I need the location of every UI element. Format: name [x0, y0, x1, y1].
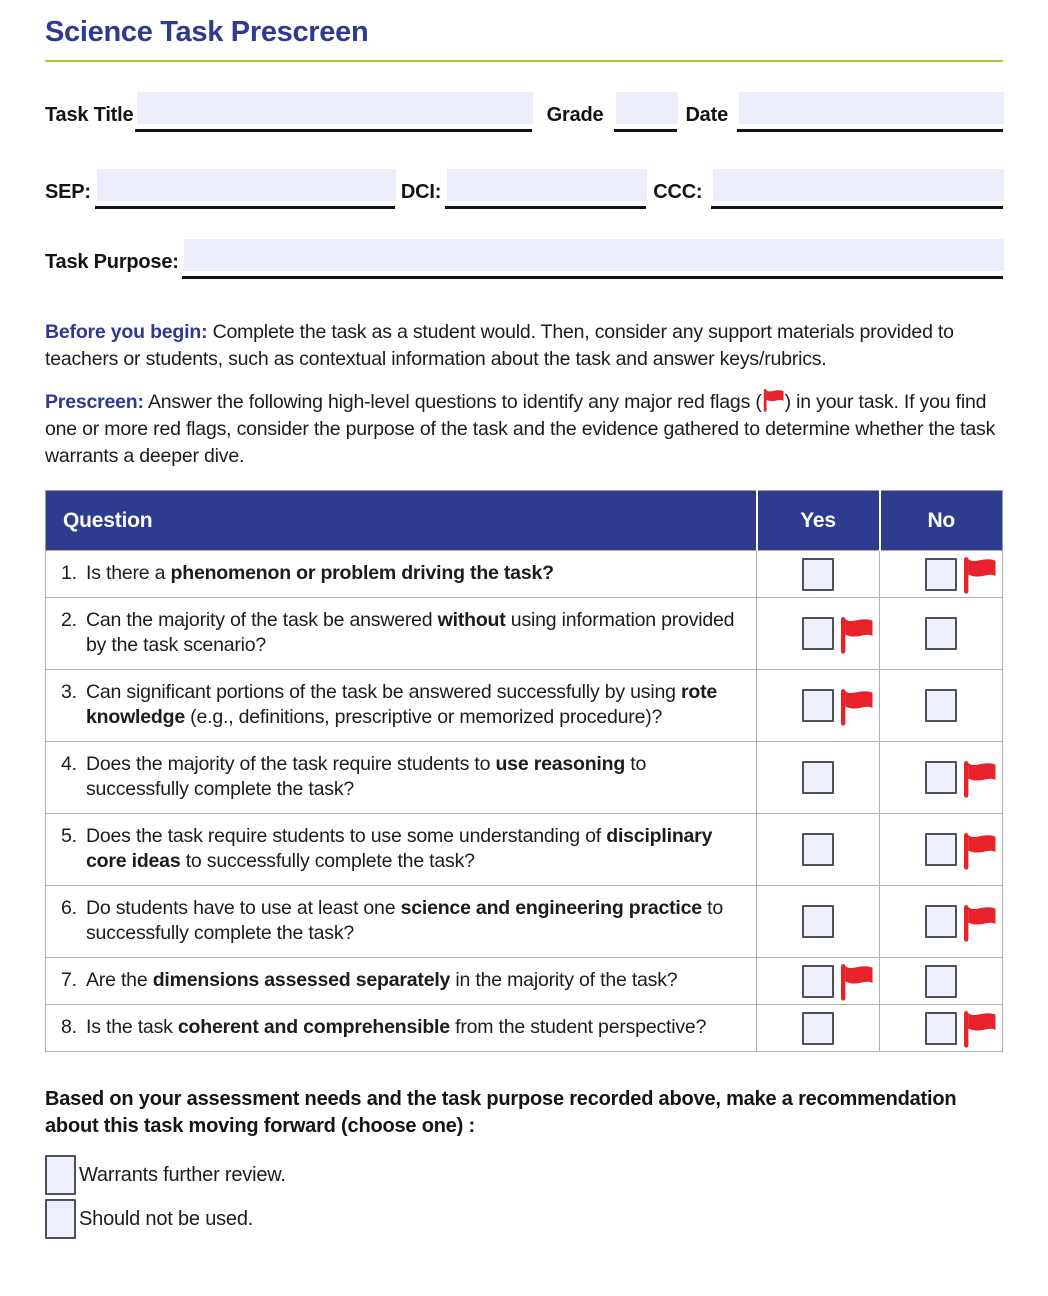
row-3-no-checkbox[interactable] — [925, 689, 957, 722]
no-cell — [880, 598, 1003, 670]
recommendation-prompt: Based on your assessment needs and the task purpose recorded above, make a recommendation about this task moving forward (choose one) : — [45, 1088, 957, 1137]
yes-cell — [757, 814, 880, 886]
row-3-yes-checkbox[interactable] — [802, 689, 834, 722]
grade-label: Grade — [546, 104, 604, 126]
yes-column-header: Yes — [757, 491, 880, 551]
ccc-label: CCC: — [653, 181, 703, 203]
form-row-task-purpose — [45, 239, 1003, 279]
no-cell — [880, 670, 1003, 742]
sep-field[interactable] — [95, 169, 395, 209]
form-row-sep-dci-ccc — [45, 169, 1003, 209]
row-4-no-checkbox[interactable] — [925, 761, 957, 794]
question-cell — [46, 598, 757, 670]
question-cell — [46, 742, 757, 814]
question-column-header: Question — [46, 491, 757, 551]
question-text: Do students have to use at least one science and engineering practice to successfully complete the task? — [86, 897, 724, 944]
row-5-yes-checkbox[interactable] — [802, 833, 834, 866]
page-title: Science Task Prescreen — [45, 16, 369, 48]
title-divider — [45, 60, 1003, 62]
no-column-header: No — [880, 491, 1003, 551]
form-row-title-grade-date — [45, 92, 1003, 132]
table-row — [46, 598, 1003, 670]
should-not-be-used-label: Should not be used. — [79, 1207, 254, 1230]
table-row — [46, 886, 1003, 958]
yes-cell — [757, 958, 880, 1005]
no-cell — [880, 886, 1003, 958]
question-number: 1. — [61, 562, 77, 584]
red-flag-icon — [840, 963, 873, 1003]
question-cell — [46, 814, 757, 886]
no-cell — [880, 551, 1003, 598]
task-purpose-label: Task Purpose: — [45, 251, 179, 273]
row-8-yes-checkbox[interactable] — [802, 1012, 834, 1045]
question-number: 4. — [61, 753, 77, 775]
no-cell — [880, 814, 1003, 886]
dci-label: DCI: — [400, 181, 442, 203]
question-number: 2. — [61, 609, 77, 631]
date-label: Date — [685, 104, 728, 126]
question-cell — [46, 886, 757, 958]
yes-cell — [757, 742, 880, 814]
row-5-no-checkbox[interactable] — [925, 833, 957, 866]
prescreen-table-header — [46, 491, 1003, 551]
sep-label: SEP: — [45, 181, 91, 203]
red-flag-icon — [763, 388, 784, 413]
should-not-be-used-checkbox[interactable] — [45, 1199, 76, 1239]
red-flag-icon — [840, 687, 873, 727]
table-row — [46, 1005, 1003, 1052]
warrants-further-review-label: Warrants further review. — [79, 1163, 286, 1186]
question-text: Are the dimensions assessed separately in the majority of the task? — [86, 969, 678, 991]
yes-cell — [757, 551, 880, 598]
yes-cell — [757, 886, 880, 958]
question-text: Can significant portions of the task be answered successfully by using rote knowledge (e.g., definitions, prescriptive or memorized procedure)? — [86, 681, 718, 728]
no-cell — [880, 742, 1003, 814]
question-text: Is there a phenomenon or problem driving the task? — [86, 562, 554, 584]
question-number: 5. — [61, 825, 77, 847]
red-flag-icon — [963, 903, 996, 943]
date-field[interactable] — [737, 92, 1003, 132]
option-should-not-be-used — [45, 1199, 1003, 1239]
question-cell — [46, 1005, 757, 1052]
red-flag-icon — [963, 831, 996, 871]
ccc-field[interactable] — [711, 169, 1003, 209]
question-number: 6. — [61, 897, 77, 919]
question-number: 8. — [61, 1016, 77, 1038]
question-number: 3. — [61, 681, 77, 703]
row-1-no-checkbox[interactable] — [925, 558, 957, 591]
row-2-yes-checkbox[interactable] — [802, 617, 834, 650]
task-purpose-field[interactable] — [182, 239, 1003, 279]
no-cell — [880, 1005, 1003, 1052]
row-2-no-checkbox[interactable] — [925, 617, 957, 650]
table-row — [46, 551, 1003, 598]
question-cell — [46, 551, 757, 598]
red-flag-icon — [963, 1010, 996, 1050]
task-title-field[interactable] — [135, 92, 531, 132]
grade-field[interactable] — [614, 92, 677, 132]
table-row — [46, 958, 1003, 1005]
row-6-yes-checkbox[interactable] — [802, 905, 834, 938]
prescreen-paragraph: Prescreen: Answer the following high-level questions to identify any major red flags ( ) in your task. If you find one or more red flags, consider the purpose of the task and the evidence gathered to determine whether the task warrants a deeper dive. — [45, 388, 1003, 470]
question-text: Does the task require students to use some understanding of disciplinary core ideas to successfully complete the task? — [86, 825, 713, 872]
question-text: Is the task coherent and comprehensible from the student perspective? — [86, 1016, 707, 1038]
row-1-yes-checkbox[interactable] — [802, 558, 834, 591]
yes-cell — [757, 598, 880, 670]
row-6-no-checkbox[interactable] — [925, 905, 957, 938]
prescreen-table-body — [46, 551, 1003, 1052]
warrants-further-review-checkbox[interactable] — [45, 1155, 76, 1195]
task-title-label: Task Title — [45, 104, 134, 126]
before-you-begin-paragraph: Before you begin: Complete the task as a student would. Then, consider any support materials provided to teachers or students, such as contextual information about the task and answer keys/rubrics. — [45, 321, 954, 370]
option-warrants-further-review — [45, 1155, 1003, 1195]
red-flag-icon — [963, 556, 996, 596]
red-flag-icon — [840, 615, 873, 655]
question-number: 7. — [61, 969, 77, 991]
question-cell — [46, 958, 757, 1005]
yes-cell — [757, 1005, 880, 1052]
question-cell — [46, 670, 757, 742]
red-flag-icon — [963, 759, 996, 799]
row-7-yes-checkbox[interactable] — [802, 965, 834, 998]
row-8-no-checkbox[interactable] — [925, 1012, 957, 1045]
yes-cell — [757, 670, 880, 742]
question-text: Does the majority of the task require students to use reasoning to successfully complete the task? — [86, 753, 647, 800]
row-4-yes-checkbox[interactable] — [802, 761, 834, 794]
table-row — [46, 670, 1003, 742]
dci-field[interactable] — [445, 169, 646, 209]
no-cell — [880, 958, 1003, 1005]
question-text: Can the majority of the task be answered without using information provided by the task scenario? — [86, 609, 735, 656]
row-7-no-checkbox[interactable] — [925, 965, 957, 998]
table-row — [46, 814, 1003, 886]
prescreen-table — [45, 490, 1003, 1052]
table-row — [46, 742, 1003, 814]
